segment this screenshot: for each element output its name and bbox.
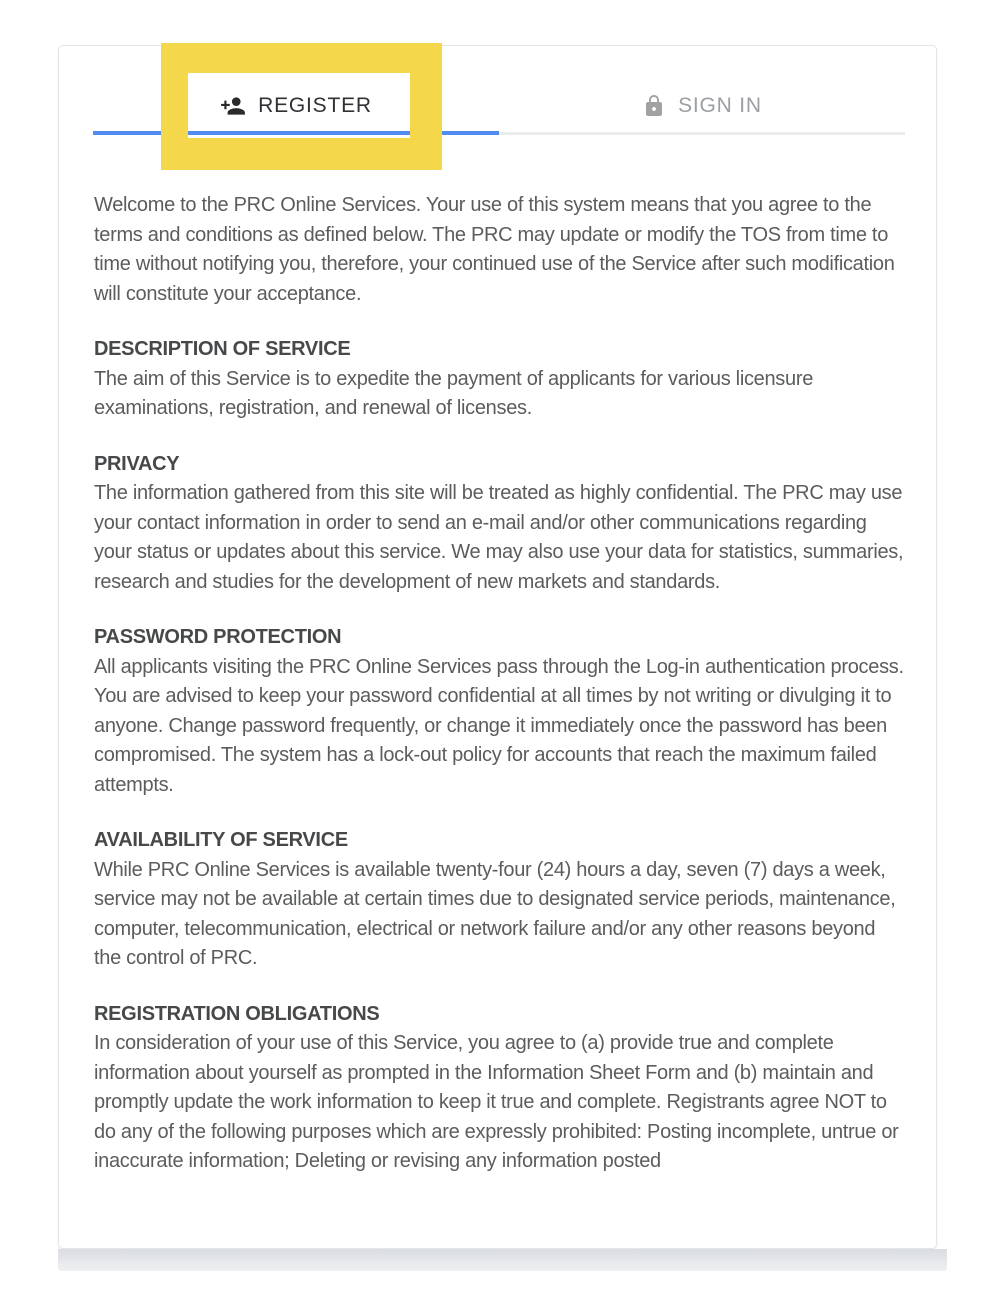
- terms-section-registration-obligations: [94, 1000, 906, 1177]
- tab-sign-in-label: SIGN IN: [678, 93, 762, 117]
- section-heading: REGISTRATION OBLIGATIONS: [94, 1002, 380, 1025]
- section-body: The aim of this Service is to expedite the payment of applicants for various licensure examinations, registration, and renewal of licenses.: [94, 367, 814, 419]
- section-body: In consideration of your use of this Service, you agree to (a) provide true and complete information about yourself as prompted in the Information Sheet Form and (b) maintain and promptly update the work information to keep it true and complete. Registrants agree NOT to do any of the following purposes which are expressly prohibited: Posting incomplete, untrue or inaccurate information; Deleting or revising any information posted: [94, 1032, 899, 1172]
- section-heading: PASSWORD PROTECTION: [94, 626, 342, 648]
- auth-card: [58, 45, 937, 1249]
- terms-section-description-of-service: [94, 335, 906, 424]
- tab-register[interactable]: [93, 76, 499, 135]
- terms-intro-paragraph: Welcome to the PRC Online Services. Your use of this system means that you agree to the terms and conditions as defined below. The PRC may update or modify the TOS from time to time without notifying you, therefore, your continued use of the Service after such modification will constitute your acceptance.: [94, 194, 895, 305]
- section-body: All applicants visiting the PRC Online Services pass through the Log-in authentication process. You are advised to keep your password confidential at all times by not writing or divulging it to anyone. Change password frequently, or change it immediately once the password has been compromised. The system has a lock-out policy for accounts that reach the maximum failed attempts.: [94, 655, 904, 796]
- section-heading: PRIVACY: [94, 452, 180, 475]
- person-add-icon: [220, 93, 246, 119]
- terms-section-password-protection: [94, 623, 906, 800]
- tab-sign-in[interactable]: [499, 76, 905, 135]
- lock-icon: [642, 94, 666, 118]
- tab-bar: [93, 46, 905, 135]
- terms-section-privacy: [94, 450, 906, 598]
- terms-section-availability-of-service: [94, 826, 906, 974]
- card-bottom-shadow: [58, 1249, 947, 1271]
- inactive-tab-indicator: [499, 132, 905, 135]
- section-heading: AVAILABILITY OF SERVICE: [94, 829, 348, 851]
- section-heading: DESCRIPTION OF SERVICE: [94, 338, 351, 360]
- active-tab-indicator: [93, 131, 499, 135]
- section-body: While PRC Online Services is available twenty-four (24) hours a day, seven (7) days a week, service may not be available at certain times due to designated service periods, maintenance, computer, telecommunication, electrical or network failure and/or any other reasons beyond the control of PRC.: [94, 858, 896, 969]
- terms-of-service-text: [94, 191, 906, 1195]
- tab-register-label: REGISTER: [258, 93, 372, 117]
- section-body: The information gathered from this site will be treated as highly confidential. The PRC may use your contact information in order to send an e-mail and/or other communications regarding your status or updates about this service. We may also use your data for statistics, summaries, research and studies for the development of new markets and standards.: [94, 482, 904, 593]
